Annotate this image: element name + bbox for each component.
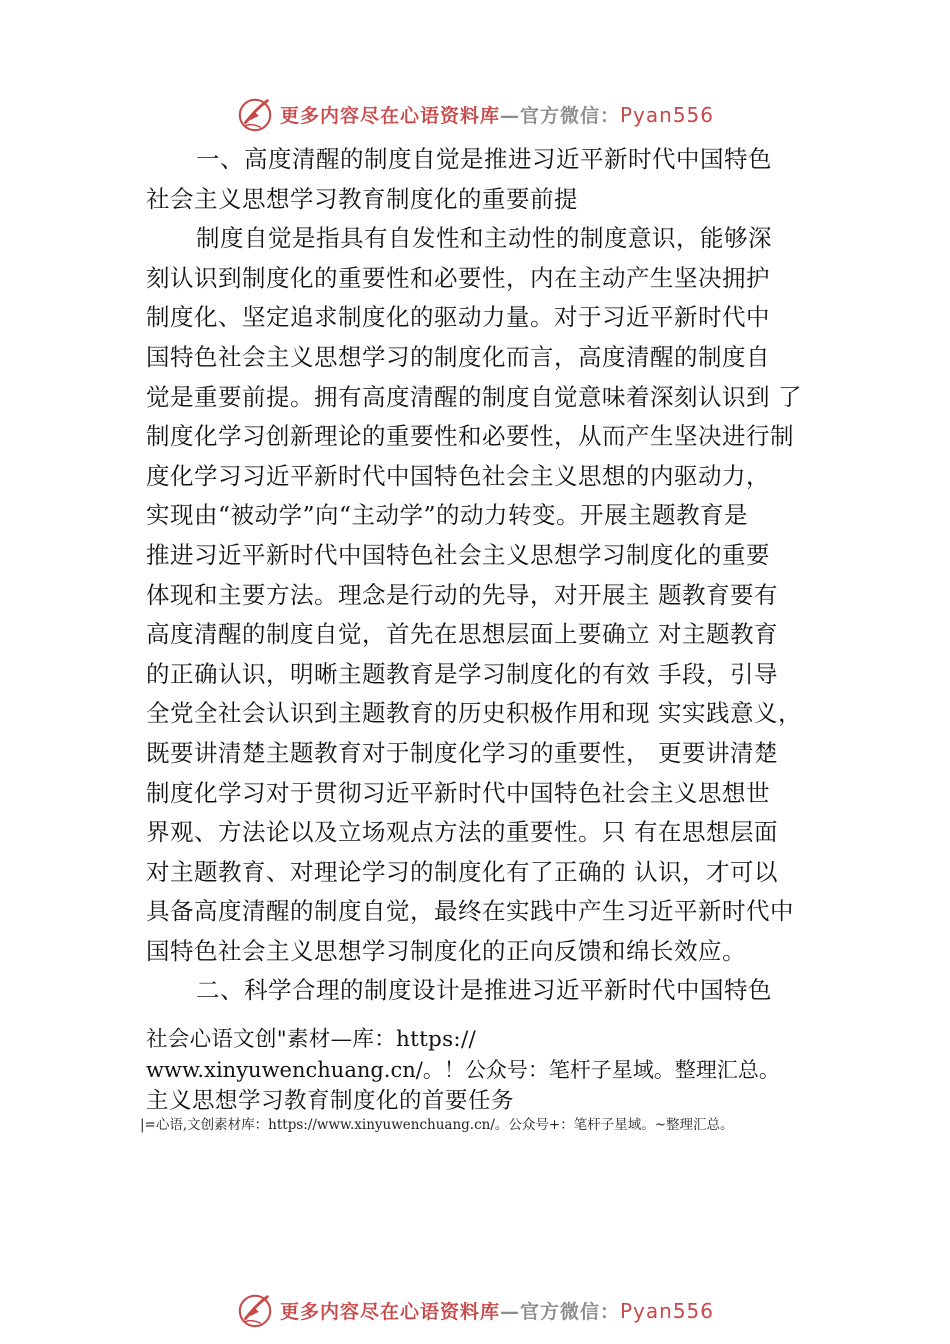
text-line: 一、高度清醒的制度自觉是推进习近平新时代中国特色 <box>196 145 772 173</box>
text-line: 制度化学习对于贯彻习近平新时代中国特色社会主义思想世 <box>146 778 770 807</box>
text-line: 制度自觉是指具有自发性和主动性的制度意识，能够深 <box>196 224 772 253</box>
text-line: 国特色社会主义思想学习制度化的正向反馈和绵长效应。 <box>146 936 746 965</box>
banner-title: 更多内容尽在心语资料库 <box>279 104 500 127</box>
footer-banner-wechat-label: —官方微信： <box>499 1300 620 1323</box>
text-line: 二、科学合理的制度设计是推进习近平新时代中国特色 <box>196 976 772 1005</box>
header-banner <box>0 94 950 134</box>
banner-wechat-id: Pyan556 <box>620 102 715 127</box>
text-line: 社会主义思想学习教育制度化的重要前提 <box>146 184 578 213</box>
source-note-url-line: www.xinyuwenchuang.cn/。！公众号：笔杆子星域。整理汇总。 <box>146 1058 780 1082</box>
text-line: 实现由“被动学”向“主动学”的动力转变。开展主题教育是 <box>146 501 749 530</box>
text-line: 觉是重要前提。拥有高度清醒的制度自觉意味着深刻认识到 了 <box>146 382 802 411</box>
footer-banner-title: 更多内容尽在心语资料库 <box>279 1300 500 1323</box>
text-line: 的正确认识，明晰主题教育是学习制度化的有效 手段，引导 <box>146 659 778 688</box>
text-line: 刻认识到制度化的重要性和必要性，内在主动产生坚决拥护 <box>146 263 770 292</box>
text-line: 对主题教育、对理论学习的制度化有了正确的 认识，才可以 <box>146 857 778 886</box>
text-line: 国特色社会主义思想学习的制度化而言，高度清醒的制度自 <box>146 342 770 371</box>
source-note-line: 社会心语文创"素材—库：https:// <box>146 1027 477 1052</box>
text-line: 界观、方法论以及立场观点方法的重要性。只 有在思想层面 <box>146 818 778 847</box>
pen-logo-icon <box>236 95 274 133</box>
text-line: 制度化学习创新理论的重要性和必要性，从而产生坚决进行制 <box>146 422 794 451</box>
source-note <box>146 1024 866 1117</box>
text-line: 体现和主要方法。理念是行动的先导，对开展主 题教育要有 <box>146 580 778 609</box>
text-line: 具备高度清醒的制度自觉，最终在实践中产生习近平新时代中 <box>146 897 794 926</box>
source-footnote: |=心语,文创素材库：https://www.xinyuwenchuang.cn/。公众号+：笔杆子星域。~整理汇总。 <box>140 1117 734 1133</box>
document-body <box>146 140 846 1011</box>
footer-banner <box>0 1290 950 1330</box>
text-line: 推进习近平新时代中国特色社会主义思想学习制度化的重要 <box>146 540 770 569</box>
pen-logo-icon <box>236 1291 274 1329</box>
text-line: 度化学习习近平新时代中国特色社会主义思想的内驱动力， <box>146 461 770 490</box>
text-line: 制度化、坚定追求制度化的驱动力量。对于习近平新时代中 <box>146 303 770 332</box>
footer-banner-wechat-id: Pyan556 <box>620 1298 715 1323</box>
section-heading-continuation: 主义思想学习教育制度化的首要任务 <box>146 1088 515 1114</box>
text-line: 全党全社会认识到主题教育的历史积极作用和现 实实践意义， <box>146 699 802 728</box>
text-line: 高度清醒的制度自觉，首先在思想层面上要确立 对主题教育 <box>146 620 778 649</box>
text-line: 既要讲清楚主题教育对于制度化学习的重要性， 更要讲清楚 <box>146 738 778 767</box>
banner-wechat-label: —官方微信： <box>499 104 620 127</box>
